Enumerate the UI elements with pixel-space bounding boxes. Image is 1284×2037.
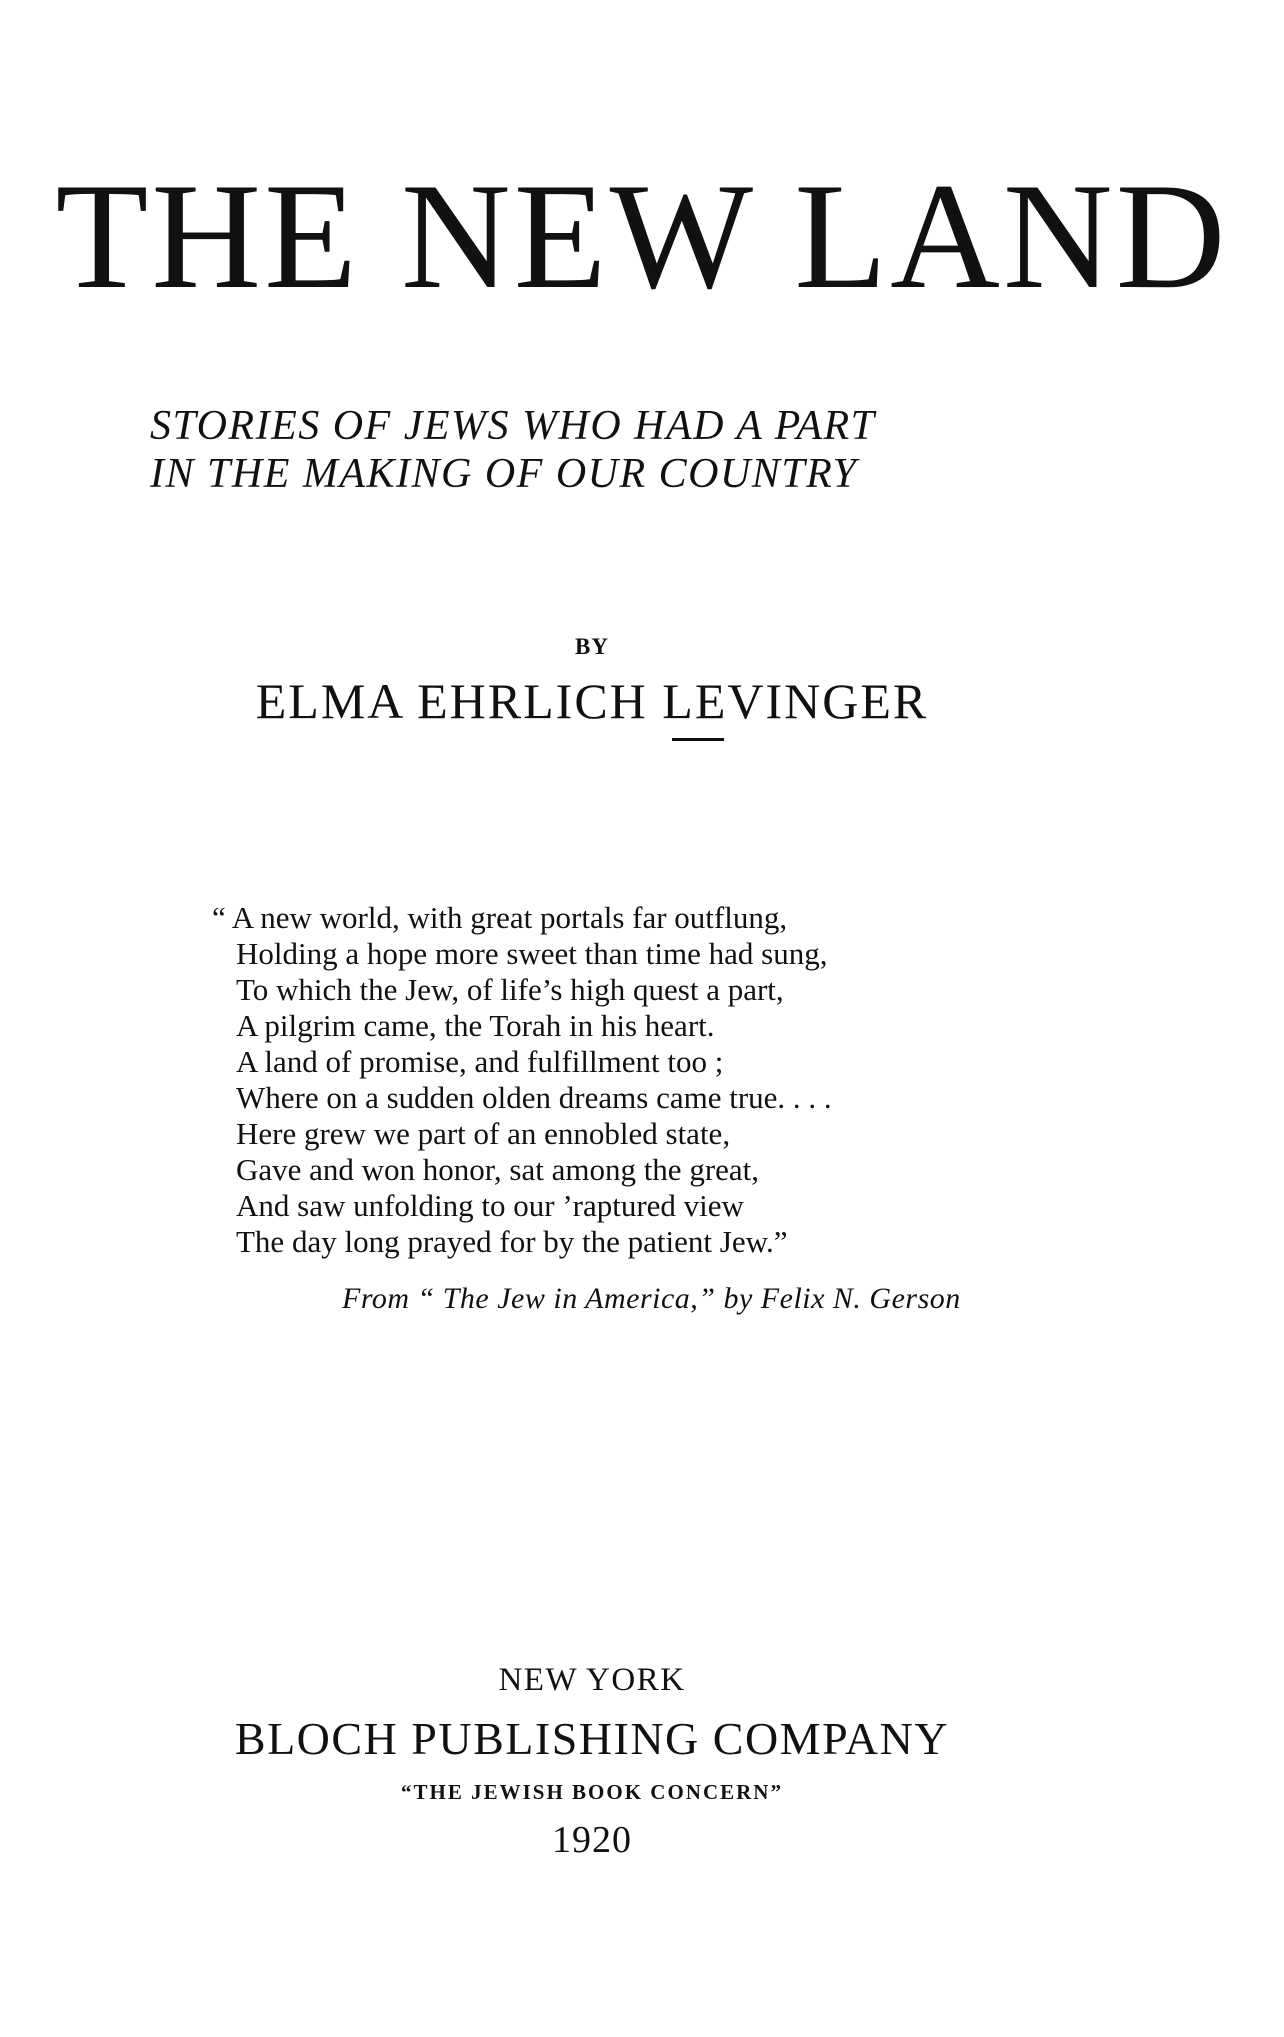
poem-line: A land of promise, and fulfillment too ; [236,1044,724,1079]
poem-line: A pilgrim came, the Torah in his heart. [236,1008,715,1043]
subtitle-line-2: IN THE MAKING OF OUR COUNTRY [150,451,858,497]
author-underline-rule [672,738,724,741]
publisher-tagline: “THE JEWISH BOOK CONCERN” [401,1780,783,1804]
book-title: THE NEW LAND [55,152,1229,320]
author-name: ELMA EHRLICH LEVINGER [255,673,929,729]
book-subtitle [150,402,876,498]
poem-line: The day long prayed for by the patient Jew.” [236,1224,788,1259]
poem-line: Gave and won honor, sat among the great, [236,1152,760,1187]
poem-line: Where on a sudden olden dreams came true. . . . [236,1080,832,1115]
poem-line: Here grew we part of an ennobled state, [236,1116,731,1151]
publication-year: 1920 [552,1819,632,1861]
epigraph-poem [212,900,832,1260]
imprint-city: NEW YORK [498,1662,686,1698]
byline-by: BY [575,634,609,659]
subtitle-line-1: STORIES OF JEWS WHO HAD A PART [150,403,876,449]
poem-line: “ A new world, with great portals far outflung, [212,900,788,935]
epigraph-attribution: From “ The Jew in America,” by Felix N. Gerson [342,1282,961,1315]
poem-line: To which the Jew, of life’s high quest a part, [236,972,784,1007]
poem-line: Holding a hope more sweet than time had sung, [236,936,828,971]
poem-line: And saw unfolding to our ’raptured view [236,1188,744,1223]
publisher-name: BLOCH PUBLISHING COMPANY [234,1713,950,1764]
